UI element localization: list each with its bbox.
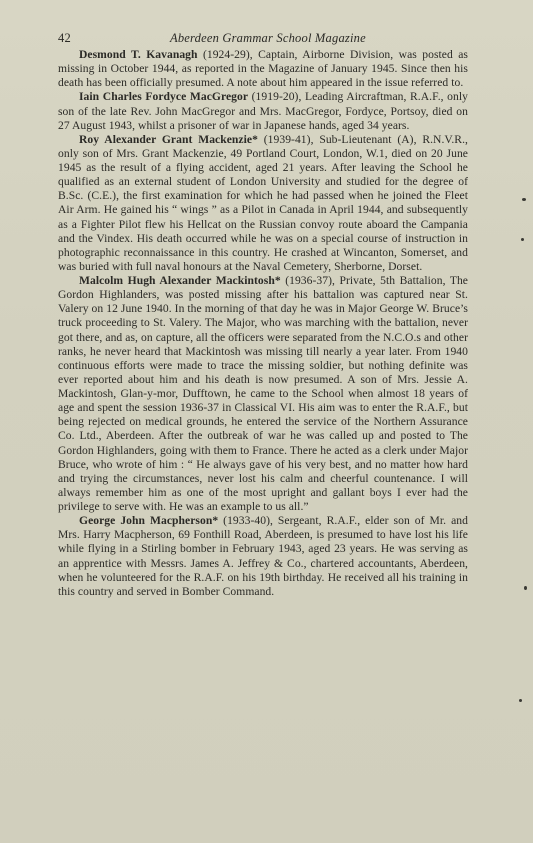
ink-speck [519,699,522,702]
obituary-entry [58,274,468,514]
entry-name: Roy Alexander Grant Mackenzie* [79,132,258,146]
entry-name: Desmond T. Kavanagh [79,48,198,61]
page-header [58,31,478,49]
running-title: Aberdeen Grammar School Magazine [170,31,366,45]
ink-speck [522,198,526,201]
entry-name: Iain Charles Fordyce MacGregor [79,90,249,104]
entry-name: George John Macpherson* [79,514,219,528]
entry-text: (1936-37), Private, 5th Battalion, The Gordon Highlanders, was posted missing after his battalion was captured near St. Valery on 12 June 1940. In the morning of that day he was in Major George W. Bruce’s truck proceeding to St. Valery. The Major, who was marching with the battalion, never got there, and as, on capture, all the officers were separated from the N.C.O.s and other ranks, he never heard that Mackintosh was missing till nearly a year later. From 1940 continuous efforts were made to trace the missing soldier, but nothing definite was ever reported about him and his death is now presumed. A son of Mrs. Jessie A. Mackintosh, Glan-y-mor, Dufftown, he came to the School when almost 18 years of age and spent the session 1936-37 in Classical VI. His aim was to enter the R.A.F., but being rejected on medical grounds, he entered the service of the Northern Assurance Co. Ltd., Aberdeen. After the outbreak of war he was called up and posted to The Gordon Highlanders, going with them to France. There he acted as a clerk under Major Bruce, who wrote of him : “ He always gave of his very best, and no matter how hard and trying the circumstances, never lost his calm and cheerful countenance. I will always remember him as one of the most upright and gallant boys I ever had the privilege to serve with. He was an example to us all.” [58,274,468,513]
ink-speck [524,586,527,590]
obituary-entry [58,48,468,90]
obituary-list [58,48,468,599]
entry-text: (1939-41), Sub-Lieutenant (A), R.N.V.R., only son of Mrs. Grant Mackenzie, 49 Portland Court, London, W.1, died on 20 June 1945 as the result of a flying accident, aged 21 years. After leaving the School he qualified as an external student of London University and studied for the degree of B.Sc. (C.E.), the first examination for which he had passed when he joined the Fleet Air Arm. He gained his “ wings ” as a Pilot in Canada in April 1944, and subsequently as a Fighter Pilot flew his Hellcat on the Russian convoy route aboard the Campania and the Vindex. His death occurred while he was on a special course of instruction in photographic reconnaissance in this country. He crashed at Wincanton, Somerset, and was buried with full naval honours at the Naval Cemetery, Sherborne, Dorset. [58,132,468,273]
page-number: 42 [58,31,72,45]
ink-speck [521,238,524,241]
obituary-entry [58,90,468,132]
obituary-entry [58,133,468,274]
entry-name: Malcolm Hugh Alexander Mackintosh* [79,274,281,287]
obituary-entry [58,514,468,599]
entry-text: (1933-40), Sergeant, R.A.F., elder son of Mr. and Mrs. Harry Macpherson, 69 Fonthill Road, Aberdeen, is presumed to have lost his life while flying in a Stirling bomber in February 1943, aged 23 years. He was serving as an apprentice with Messrs. James A. Jeffrey & Co., chartered accountants, Aberdeen, when he volunteered for the R.A.F. on his 19th birthday. He received all his training in this country and served in Bomber Command. [58,514,468,598]
entry-text: (1924-29), Captain, Airborne Division, was posted as missing in October 1944, as reported in the Magazine of January 1945. Since then his death has been officially presumed. A note about him appeared in the issue referred to. [58,48,468,90]
entry-text: (1919-20), Leading Aircraftman, R.A.F., only son of the late Rev. John MacGregor and Mrs. MacGregor, Fordyce, Portsoy, died on 27 August 1943, whilst a prisoner of war in Japanese hands, aged 34 years. [58,90,468,132]
